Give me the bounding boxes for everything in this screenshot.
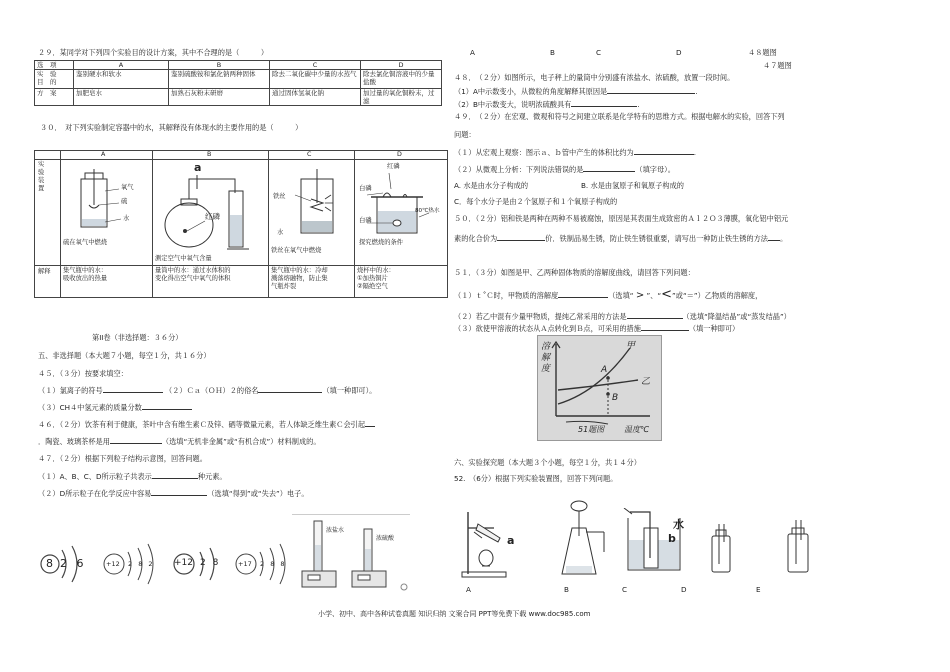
table-cell: 通过固体氢氧化钠 — [270, 89, 361, 106]
table-cell: 选 项 — [35, 61, 74, 70]
answer-blank[interactable] — [558, 290, 608, 298]
q49-option-c: C．每个水分子是由２个氢原子和１个氧原子构成的 — [454, 197, 618, 206]
q47-part4: （选填“得到”或“失去”）电子。 — [207, 489, 309, 498]
table-cell: A — [74, 61, 169, 70]
q45-title: ４５．（３分）按要求填空： — [38, 369, 128, 378]
answer-blank[interactable] — [258, 385, 322, 393]
q48-fig-caption-a: A — [470, 48, 475, 57]
q48-line1: ４８． （２分）如图所示，电子秤上的量筒中分别盛有浓盐水、浓硫酸，放置一段时间。 — [454, 73, 735, 82]
caption-d: 探究燃烧的条件 — [359, 239, 404, 246]
q51-part1: （１）ｔ˚Ｃ时，甲物质的溶解度 — [454, 291, 559, 300]
table-cell: 方 案 — [35, 89, 74, 106]
q48-part1: （1）A中示数变小，从微粒的角度解释其原因是 — [454, 87, 608, 96]
apparatus-b-figure — [548, 498, 610, 580]
table-cell: 鉴别硫酸铵和氯化钠两种固体 — [169, 70, 270, 89]
q47-fig-caption: ４７题图 — [763, 61, 792, 70]
label-oxygen: 氧气 — [121, 184, 134, 191]
greater-than-symbol: > — [635, 290, 645, 301]
label-iron-wire: 铁丝 — [273, 193, 286, 200]
q29-table — [34, 60, 442, 106]
apparatus-label-c: C — [622, 585, 628, 594]
q49-option-b: B. 水是由氢原子和氧原子构成的 — [581, 181, 684, 190]
atom-nucleus: 8 — [46, 557, 53, 570]
q46-line2 — [38, 436, 321, 446]
answer-blank[interactable] — [627, 311, 683, 319]
q50-line1: ５０．（２分）铝和铁是两种在两种不易被腐蚀，原因是其表面生成致密的Ａｌ２Ｏ３薄膜，氧化铝中铝元 — [454, 214, 789, 223]
q47-line1 — [38, 471, 227, 481]
apparatus-label-d: D — [681, 585, 687, 594]
q30-row-device-label: 实 验 装 置 — [38, 161, 45, 192]
answer-blank[interactable] — [571, 99, 637, 107]
answer-blank[interactable] — [607, 86, 695, 94]
explain-c: 集气瓶中的水：冷却 溅落熔融物，防止集 气瓶炸裂 — [271, 267, 328, 290]
label-red-phosphorus-d: 红磷 — [387, 163, 400, 170]
table-cell: 鉴别硬水和软水 — [74, 70, 169, 89]
table-row — [35, 70, 442, 89]
q51-part8: （填一种即可） — [688, 324, 740, 333]
less-than-symbol: < — [661, 287, 673, 302]
atom-nucleus: +12 — [106, 560, 120, 568]
q46-part2: ．陶瓷、玻璃茶杯是用 — [38, 437, 110, 446]
q49-line3: （１）从宏观上观察：图示ａ、ｂ管中产生的体积比约为 . — [454, 148, 696, 157]
explain-a: 集气瓶中的水： 吸收放出的热量 — [63, 267, 108, 282]
solubility-curve-photo — [537, 335, 662, 441]
q46-part3: （选填“无机非金属”或“有机合成”）材料制成的。 — [161, 437, 321, 446]
table-cell: 实 验 目 的 — [35, 70, 74, 89]
q51-part7: （３）欲使甲溶液的状态从Ａ点转化到Ｂ点，可采用的措施 — [454, 324, 641, 333]
q48-figure — [292, 514, 410, 593]
q46-part1: ４６．（２分）饮茶有利于健康，茶叶中含有维生素Ｃ及锌、硒等微量元素，若人体缺乏维生素Ｃ会引起 — [38, 420, 366, 429]
q30-title: ３０． 对下列实验制定容器中的水，其解释没有体现水的主要作用的是（ ） — [40, 123, 303, 132]
table-row — [35, 89, 442, 106]
answer-blank[interactable] — [365, 419, 375, 427]
iron-combustion-figure — [287, 169, 351, 239]
point-a-label: A — [601, 365, 608, 375]
label-white-phosphorus-2: 白磷 — [359, 217, 372, 224]
sulfur-combustion-figure — [75, 167, 139, 233]
page-footer: 小学、初中、高中各种试卷真题 知识归纳 文案合同 PPT等免费下载 www.doc985.com — [318, 610, 591, 618]
caption-a: 硫在氧气中燃烧 — [63, 239, 108, 246]
atom-diagram-c — [170, 542, 226, 586]
q30-row-explain-label: 解释 — [38, 268, 51, 275]
caption-b: 测定空气中氧气含量 — [155, 255, 212, 262]
q30-col-d: D — [397, 151, 402, 158]
answer-blank[interactable] — [103, 385, 163, 393]
q49-line2: 问题： — [454, 130, 476, 139]
answer-blank[interactable] — [152, 471, 198, 479]
q50-line2 — [454, 233, 787, 243]
q48-fig-caption-c: C — [596, 48, 602, 57]
apparatus-mark-water: 水 — [673, 518, 684, 531]
phosphorus-oxygen-figure — [157, 165, 265, 251]
q49-part3: （填字母）。 — [635, 165, 675, 174]
table-cell: D — [361, 61, 442, 70]
q30-col-b: B — [207, 151, 212, 158]
label-brine: 浓盐水 — [326, 527, 345, 534]
table-cell: 除去氯化铜溶液中的少量盐酸 — [361, 70, 442, 89]
q45-part1: （１）氯离子的符号 — [38, 386, 103, 395]
q51-line1: ５１．（３分）如图是甲、乙两种固体物质的溶解度曲线，请回答下列问题： — [454, 268, 695, 277]
label-sulfur: 硫 — [121, 198, 128, 205]
label-water: 水 — [123, 215, 130, 222]
q50-part1: 素的化合价为 — [454, 234, 498, 243]
caption-c: 铁丝在氧气中燃烧 — [271, 247, 322, 254]
q45-part3: （填一种即可）。 — [322, 386, 377, 395]
apparatus-label-e: E — [756, 585, 761, 594]
apparatus-label-b: B — [564, 585, 569, 594]
q45-line2 — [38, 402, 192, 412]
q30-col-c: C — [307, 151, 312, 158]
q48-fig-caption-d: D — [676, 48, 682, 57]
answer-blank[interactable] — [641, 323, 689, 331]
q50-part3: 。 — [779, 234, 788, 243]
apparatus-label-a: A — [466, 585, 471, 594]
q51-part2: （选填“ — [608, 291, 636, 300]
q49-line1: ４９． （２分）在宏观、微观和符号之间建立联系是化学特有的思维方式。根据电解水的实验，回答下列 — [454, 112, 785, 121]
graph-xlabel: 温度℃ — [624, 425, 649, 434]
atom-diagram-b — [100, 542, 160, 586]
combustion-conditions-figure — [359, 167, 443, 241]
q52-title: 52. （6分）根据下列实验装置图，回答下列问题。 — [454, 474, 618, 483]
q30-col-a: A — [101, 151, 106, 158]
q51-line4 — [454, 323, 739, 333]
q51-part3: ”、“ — [644, 291, 662, 300]
q49-part2: （２）从微观上分析：下列说法错误的是 — [454, 165, 584, 174]
q51-part6: （选填“降温结晶”或“蒸发结晶”） — [682, 312, 791, 321]
label-a-letter: a — [194, 161, 202, 174]
q48-line2: （1）A中示数变小，从微粒的角度解释其原因是 . — [454, 87, 698, 96]
graph-caption: 51题图 — [578, 425, 605, 434]
q47-part3: （２）D所示粒子在化学反应中容易 — [38, 489, 152, 498]
atom-shells: 2 8 2 — [128, 560, 155, 568]
label-white-phosphorus: 白磷 — [359, 185, 372, 192]
answer-blank[interactable] — [634, 147, 694, 155]
table-cell: 除去二氧化碳中少量的水蒸气 — [270, 70, 361, 89]
q47-line2 — [38, 488, 309, 498]
q49-option-a: A. 水是由水分子构成的 — [454, 181, 529, 190]
apparatus-mark-b: b — [668, 532, 676, 545]
answer-blank[interactable] — [768, 233, 780, 241]
q47-part2: 种元素。 — [197, 472, 227, 481]
q51-part4: ”或“＝”）乙物质的溶解度， — [672, 291, 763, 300]
q45-part4: （３）CH４中氢元素的质量分数 — [38, 403, 142, 412]
graph-ylabel: 溶解度 — [541, 342, 551, 374]
q46-line1 — [38, 419, 375, 429]
atom-nucleus: +17 — [238, 560, 252, 568]
table-cell: 加熟石灰粉末研磨 — [169, 89, 270, 106]
series-label-jia: 甲 — [626, 341, 636, 351]
q48-fig-caption-title: ４８题图 — [748, 48, 777, 57]
point-b-label: B — [612, 393, 619, 403]
atom-shells: 2 6 — [60, 557, 87, 570]
atom-diagram-d — [232, 542, 292, 586]
q45-line1 — [38, 385, 376, 395]
series-label-yi: 乙 — [641, 377, 651, 387]
explain-b: 量筒中的水：通过水体积的 变化得出空气中氧气的体积 — [155, 267, 231, 282]
table-row — [35, 61, 442, 70]
answer-blank[interactable] — [151, 488, 207, 496]
q51-part5: （２）若乙中混有少量甲物质，提纯乙常采用的方法是 — [454, 312, 627, 321]
answer-blank[interactable] — [497, 233, 545, 241]
label-sulfuric-acid: 浓硫酸 — [376, 535, 395, 542]
apparatus-d-figure — [706, 524, 736, 574]
answer-blank[interactable] — [583, 164, 635, 172]
q48-line3: （2）B中示数变大，说明浓硫酸具有 . — [454, 100, 640, 109]
part-two-heading: 第II卷（非选择题：３６分） — [92, 333, 183, 342]
q51-line3 — [454, 311, 791, 321]
q51-line2 — [454, 287, 763, 302]
table-cell: C — [270, 61, 361, 70]
table-cell: 加过量的氧化铜粉末，过滤 — [361, 89, 442, 106]
q47-title: ４７．（２分）根据下列粒子结构示意图，回答问题。 — [38, 454, 207, 463]
table-cell: B — [169, 61, 270, 70]
q47-part1: （１）A、B、C、D所示粒子共表示 — [38, 472, 152, 481]
q30-table — [34, 150, 448, 298]
atom-shells: 2 8 — [200, 558, 221, 568]
q50-part2: 价．铁制品易生锈，防止铁生锈很重要，请写出一种防止铁生锈的方法 — [545, 234, 768, 243]
q49-line4 — [454, 164, 675, 174]
q49-part1: （１）从宏观上观察：图示ａ、ｂ管中产生的体积比约为 — [454, 148, 634, 157]
label-water-c: 水 — [277, 229, 284, 236]
atom-shells: 2 8 8 — [260, 560, 287, 568]
q48-part2: （2）B中示数变大，说明浓硫酸具有 — [454, 100, 572, 109]
apparatus-e-figure — [784, 520, 814, 574]
q45-part2: （２）Ｃａ（ＯＨ）２的俗名 — [165, 386, 259, 395]
section-five-heading: 五、非选择题（本大题７小题，每空１分，共１６分） — [38, 351, 211, 360]
atom-diagram-a — [36, 542, 92, 586]
atom-nucleus: +12 — [174, 558, 193, 568]
answer-blank[interactable] — [142, 402, 192, 410]
q29-title: ２９．某同学对下列四个实验目的设计方案，其中不合理的是（ ） — [38, 48, 269, 57]
q48-fig-caption-b: B — [550, 48, 555, 57]
answer-blank[interactable] — [110, 436, 162, 444]
label-red-phosphorus: 红磷 — [205, 212, 220, 221]
explain-d: 烧杯中的水： ①加热铜片 ②隔绝空气 — [357, 267, 395, 290]
section-six-heading: 六、实验探究题（本大题３个小题，每空１分，共１４分） — [454, 458, 641, 467]
table-cell: 加肥皂水 — [74, 89, 169, 106]
apparatus-mark-a: a — [507, 534, 515, 547]
label-hot-water: 80℃热水 — [415, 208, 440, 214]
